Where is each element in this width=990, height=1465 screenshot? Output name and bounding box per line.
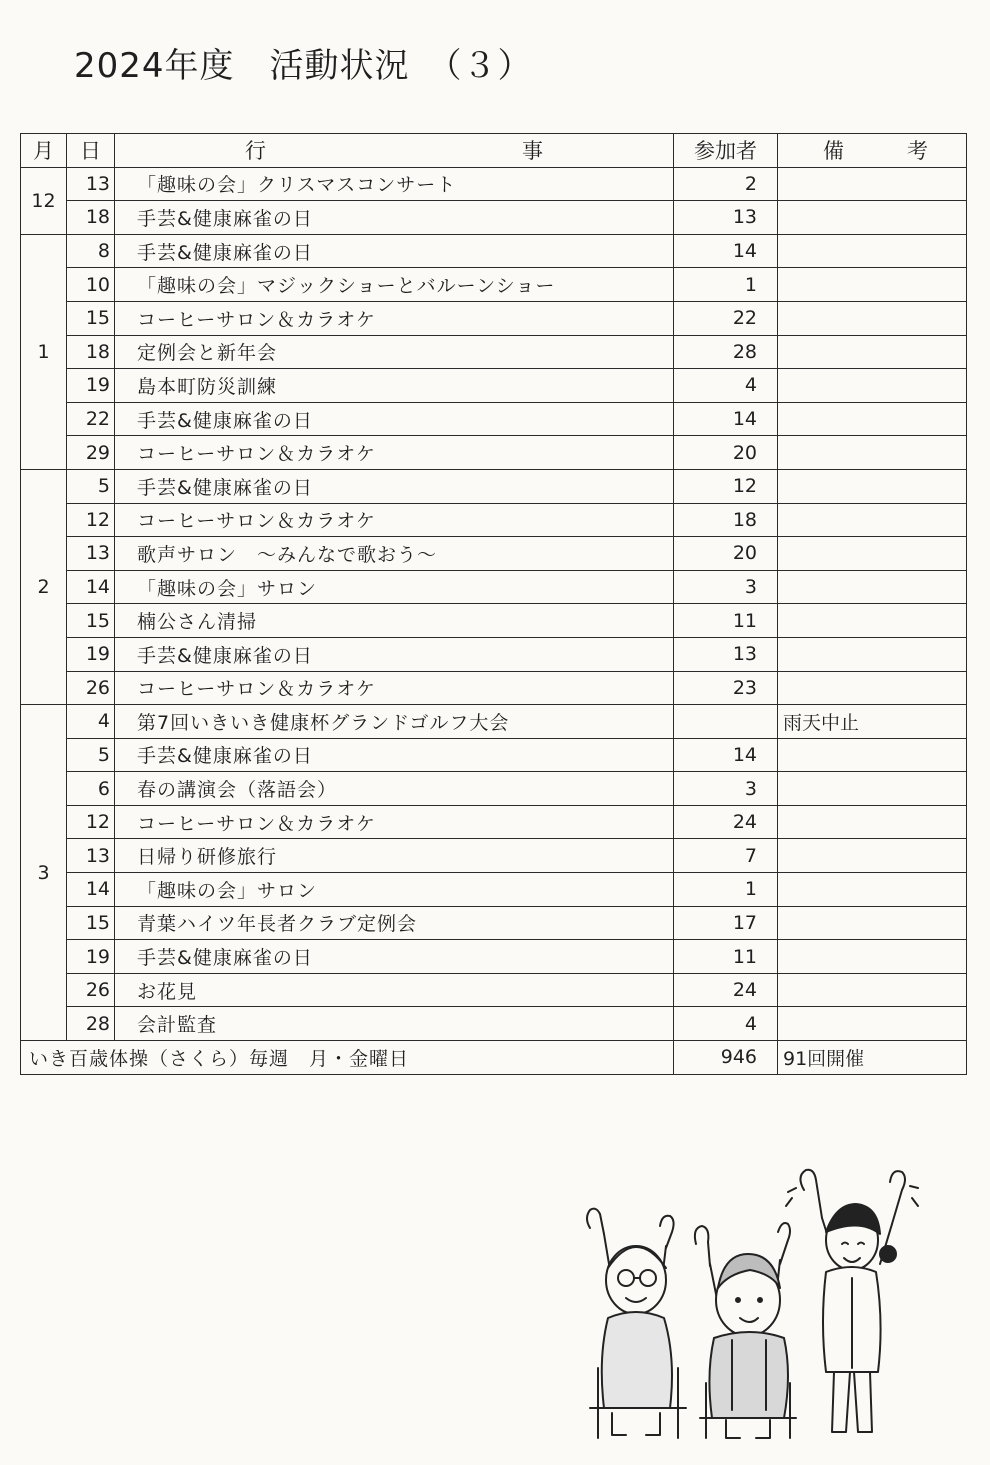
month-cell: 2 [21,469,67,704]
activity-table [20,133,967,1075]
event-cell: コーヒーサロン＆カラオケ [115,805,674,839]
event-cell: 手芸&健康麻雀の日 [115,738,674,772]
total-note: 91回開催 [778,1041,967,1075]
header-event [115,134,674,168]
day-cell: 13 [67,839,115,873]
notes-cell [778,436,967,470]
day-cell: 15 [67,604,115,638]
day-cell: 28 [67,1007,115,1041]
participants-cell: 20 [674,436,778,470]
day-cell: 12 [67,503,115,537]
participants-cell: 14 [674,234,778,268]
month-cell: 3 [21,705,67,1041]
day-cell: 10 [67,268,115,302]
event-cell: コーヒーサロン＆カラオケ [115,503,674,537]
notes-cell [778,1007,967,1041]
notes-cell [778,772,967,806]
table-row [21,402,967,436]
notes-cell [778,671,967,705]
participants-cell: 23 [674,671,778,705]
table-row [21,570,967,604]
header-event-right: 事 [522,139,543,164]
event-cell: 第7回いきいき健康杯グランドゴルフ大会 [115,705,674,739]
participants-cell: 11 [674,940,778,974]
day-cell: 19 [67,369,115,403]
total-count: 946 [674,1041,778,1075]
header-notes-right: 考 [907,139,928,164]
day-cell: 6 [67,772,115,806]
participants-cell: 13 [674,201,778,235]
participants-cell: 13 [674,637,778,671]
participants-cell: 1 [674,268,778,302]
event-cell: 手芸&健康麻雀の日 [115,234,674,268]
table-row [21,537,967,571]
event-cell: 手芸&健康麻雀の日 [115,201,674,235]
page-title: 2024年度 活動状況 （３） [74,46,533,86]
event-cell: 歌声サロン ～みんなで歌おう～ [115,537,674,571]
month-cell: 1 [21,234,67,469]
notes-cell [778,940,967,974]
participants-cell: 24 [674,805,778,839]
event-cell: 会計監査 [115,1007,674,1041]
table-body [21,167,967,1040]
event-cell: コーヒーサロン＆カラオケ [115,301,674,335]
participants-cell: 4 [674,369,778,403]
event-cell: 春の講演会（落語会） [115,772,674,806]
notes-cell [778,335,967,369]
header-event-left: 行 [245,139,266,164]
table-row [21,772,967,806]
notes-cell [778,570,967,604]
day-cell: 14 [67,570,115,604]
notes-cell [778,604,967,638]
participants-cell: 24 [674,973,778,1007]
participants-cell: 11 [674,604,778,638]
table-row [21,805,967,839]
event-cell: 手芸&健康麻雀の日 [115,402,674,436]
notes-cell [778,301,967,335]
month-cell: 12 [21,167,67,234]
notes-cell [778,167,967,201]
event-cell: 日帰り研修旅行 [115,839,674,873]
event-cell: 楠公さん清掃 [115,604,674,638]
participants-cell: 28 [674,335,778,369]
notes-cell [778,234,967,268]
participants-cell: 22 [674,301,778,335]
event-cell: コーヒーサロン＆カラオケ [115,671,674,705]
table-row [21,167,967,201]
day-cell: 26 [67,973,115,1007]
notes-cell: 雨天中止 [778,705,967,739]
table-header-row [21,134,967,168]
day-cell: 14 [67,873,115,907]
participants-cell: 1 [674,873,778,907]
participants-cell: 12 [674,469,778,503]
participants-cell: 18 [674,503,778,537]
day-cell: 18 [67,201,115,235]
event-cell: コーヒーサロン＆カラオケ [115,436,674,470]
table-row [21,469,967,503]
header-day: 日 [67,134,115,168]
header-notes-left: 備 [823,139,844,164]
event-cell: 「趣味の会」マジックショーとバルーンショー [115,268,674,302]
notes-cell [778,839,967,873]
participants-cell: 4 [674,1007,778,1041]
notes-cell [778,873,967,907]
day-cell: 18 [67,335,115,369]
table-row [21,301,967,335]
notes-cell [778,637,967,671]
day-cell: 15 [67,301,115,335]
table-row [21,604,967,638]
notes-cell [778,201,967,235]
participants-cell: 20 [674,537,778,571]
table-row [21,268,967,302]
event-cell: 「趣味の会」サロン [115,873,674,907]
event-cell: 手芸&健康麻雀の日 [115,940,674,974]
day-cell: 13 [67,537,115,571]
table-row [21,671,967,705]
man-figure [587,1209,686,1438]
day-cell: 19 [67,637,115,671]
table-row [21,940,967,974]
table-row [21,705,967,739]
participants-cell [674,705,778,739]
table-row [21,1007,967,1041]
notes-cell [778,402,967,436]
table-row [21,873,967,907]
day-cell: 19 [67,940,115,974]
woman-figure [695,1223,796,1438]
event-cell: お花見 [115,973,674,1007]
participants-cell: 3 [674,570,778,604]
notes-cell [778,268,967,302]
table-row [21,839,967,873]
day-cell: 5 [67,469,115,503]
notes-cell [778,369,967,403]
day-cell: 4 [67,705,115,739]
notes-cell [778,503,967,537]
standing-woman-figure [786,1170,918,1432]
table-row [21,201,967,235]
table-row [21,234,967,268]
participants-cell: 7 [674,839,778,873]
notes-cell [778,906,967,940]
event-cell: 青葉ハイツ年長者クラブ定例会 [115,906,674,940]
participants-cell: 14 [674,402,778,436]
header-participants: 参加者 [674,134,778,168]
notes-cell [778,537,967,571]
day-cell: 13 [67,167,115,201]
table-row [21,973,967,1007]
table-row [21,503,967,537]
total-label: いき百歳体操（さくら）毎週 月・金曜日 [21,1041,674,1075]
day-cell: 8 [67,234,115,268]
table-row [21,738,967,772]
participants-cell: 17 [674,906,778,940]
day-cell: 12 [67,805,115,839]
event-cell: 「趣味の会」クリスマスコンサート [115,167,674,201]
table-row [21,906,967,940]
participants-cell: 2 [674,167,778,201]
notes-cell [778,973,967,1007]
participants-cell: 14 [674,738,778,772]
header-notes [778,134,967,168]
exercising-seniors-illustration [568,1168,928,1443]
day-cell: 22 [67,402,115,436]
day-cell: 26 [67,671,115,705]
table-row [21,436,967,470]
event-cell: 手芸&健康麻雀の日 [115,469,674,503]
day-cell: 15 [67,906,115,940]
participants-cell: 3 [674,772,778,806]
header-month: 月 [21,134,67,168]
event-cell: 定例会と新年会 [115,335,674,369]
event-cell: 島本町防災訓練 [115,369,674,403]
table-row [21,335,967,369]
table-row [21,369,967,403]
notes-cell [778,805,967,839]
event-cell: 「趣味の会」サロン [115,570,674,604]
day-cell: 29 [67,436,115,470]
notes-cell [778,738,967,772]
total-row [21,1041,967,1075]
event-cell: 手芸&健康麻雀の日 [115,637,674,671]
notes-cell [778,469,967,503]
table-row [21,637,967,671]
day-cell: 5 [67,738,115,772]
